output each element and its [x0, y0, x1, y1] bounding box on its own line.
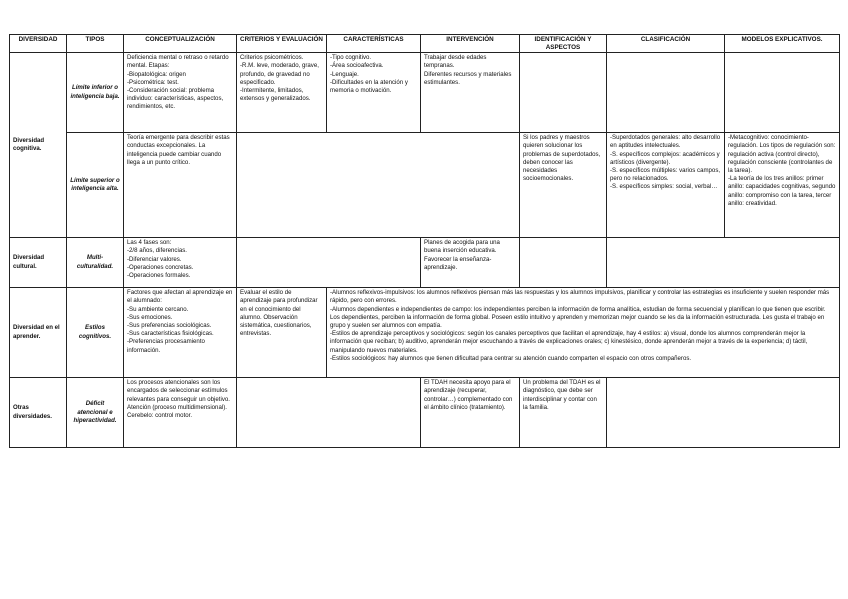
diversity-cultural: Diversidad cultural. — [10, 238, 67, 288]
cell-modelos: -Metacognitivo: conocimiento-regulación. Los tipos de regulación son: regulación activa (control directo), regulación consciente (controlantes de la tarea). -La teoría de los tres anillos: primer anillo: capacidades cognitivas, segundo anillo: compromiso con la tarea, tercer anillo: creatividad. — [725, 133, 840, 238]
header-clasificacion: CLASIFICACIÓN — [607, 35, 725, 53]
cell-empty — [520, 53, 607, 133]
header-conceptualizacion: CONCEPTUALIZACIÓN — [124, 35, 237, 53]
cell-empty — [237, 133, 520, 238]
cell-conceptualizacion: Los procesos atencionales son los encargados de seleccionar estímulos relevantes para conseguir un objetivo. Atención (proceso multidimensional). Cerebelo: control motor. — [124, 378, 237, 448]
header-modelos: MODELOS EXPLICATIVOS. — [725, 35, 840, 53]
header-intervencion: INTERVENCIÓN — [421, 35, 520, 53]
header-tipos: TIPOS — [67, 35, 124, 53]
header-criterios: CRITERIOS Y EVALUACIÓN — [237, 35, 327, 53]
table-row — [10, 53, 840, 133]
table-row — [10, 133, 840, 238]
cell-conceptualizacion: Las 4 fases son: -2/8 años, diferencias. -Diferenciar valores. -Operaciones concretas. -Operaciones formales. — [124, 238, 237, 288]
cell-estilos-aprendizaje: -Alumnos reflexivos-impulsivos: los alumnos reflexivos piensan más las respuestas y los alumnos impulsivos, planificar y controlar las estrategias es insuficiente y suelen responder más rápido, pero con errores. -Alumnos dependientes e independientes de campo: los independientes perciben la información de forma analítica, estudian de forma secuencial y planifican lo que tienen que escribir. Los dependientes, perciben la información de forma global. Poseen estilo intuitivo y aprenden y memorizan mejor cuando se les da la información estructurada. Les gusta el trabajo en grupo y suelen ser alumnos con empatía. -Estilos de aprendizaje perceptivos y sociológicos: según los canales perceptivos que facilitan el aprendizaje, hay 4 estilos: a) visual, donde los alumnos comprenderán mejor la información que reciban; b) auditivo, aprenderán mejor escuchando a través de explicaciones orales; c) kinestésico, donde aprenderán mejor a través de la experiencia; d) táctil, manipulando nuevos materiales. -Estilos sociológicos: hay alumnos que tienen dificultad para centrar su atención cuando comparten el espacio con otros compañeros. — [327, 288, 840, 378]
cell-identificacion: Un problema del TDAH es el diagnóstico, que debe ser interdisciplinar y contar con la familia. — [520, 378, 607, 448]
cell-empty — [237, 378, 421, 448]
cell-empty — [607, 53, 725, 133]
header-diversidad: DIVERSIDAD — [10, 35, 67, 53]
tipo-limite-superior: Límite superior o inteligencia alta. — [67, 133, 124, 238]
cell-intervencion: Planes de acogida para una buena inserción educativa. Favorecer la enseñanza-aprendizaje. — [421, 238, 520, 288]
tipo-limite-inferior: Límite inferior o inteligencia baja. — [67, 53, 124, 133]
table-row — [10, 378, 840, 448]
cell-criterios: Criterios psicométricos. -R.M. leve, moderado, grave, profundo, de gravedad no especificado. -Intermitente, limitados, extensos y generalizados. — [237, 53, 327, 133]
cell-intervencion: Trabajar desde edades tempranas. Diferentes recursos y materiales estimulantes. — [421, 53, 520, 133]
cell-empty — [520, 238, 607, 288]
cell-conceptualizacion: Factores que afectan al aprendizaje en el alumnado: -Su ambiente cercano. -Sus emociones. -Sus preferencias sociológicas. -Sus características fisiológicas. -Preferencias procesamiento información. — [124, 288, 237, 378]
cell-clasificacion: -Superdotados generales: alto desarrollo en aptitudes intelectuales. -S. específicos complejos: académicos y artísticos (divergente). -S. específicos múltiples: varios campos, pero no relacionados. -S. específicos simples: social, verbal… — [607, 133, 725, 238]
tipo-estilos-cognitivos: Estilos cognitivos. — [67, 288, 124, 378]
tipo-multiculturalidad: Multi-culturalidad. — [67, 238, 124, 288]
header-row — [10, 35, 840, 53]
cell-criterios: Evaluar el estilo de aprendizaje para profundizar en el conocimiento del alumno. Observación sistemática, cuestionarios, entrevistas. — [237, 288, 327, 378]
cell-conceptualizacion: Deficiencia mental o retraso o retardo mental. Etapas: -Biopatológica: origen -Psicométrica: test. -Consideración social: problema individuo: características, aspectos, rendimientos, etc. — [124, 53, 237, 133]
table-row — [10, 238, 840, 288]
diversity-otras: Otras diversidades. — [10, 378, 67, 448]
header-identificacion: IDENTIFICACIÓN Y ASPECTOS — [520, 35, 607, 53]
cell-conceptualizacion: Teoría emergente para describir estas conductas excepcionales. La inteligencia puede cambiar cuando llega a un punto crítico. — [124, 133, 237, 238]
tipo-deficit-atencional: Déficit atencional e hiperactividad. — [67, 378, 124, 448]
header-caracteristicas: CARACTERÍSTICAS — [327, 35, 421, 53]
cell-empty — [607, 238, 840, 288]
cell-empty — [237, 238, 421, 288]
cell-caracteristicas: -Tipo cognitivo. -Área socioafectiva. -Lenguaje. -Dificultades en la atención y memoria o motivación. — [327, 53, 421, 133]
cell-empty — [725, 53, 840, 133]
cell-identificacion: Si los padres y maestros quieren solucionar los problemas de superdotados, deben conocer las necesidades socioemocionales. — [520, 133, 607, 238]
diversity-aprender: Diversidad en el aprender. — [10, 288, 67, 378]
cell-intervencion: El TDAH necesita apoyo para el aprendizaje (recuperar, controlar…) complementado con el ámbito clínico (tratamiento). — [421, 378, 520, 448]
cell-empty — [607, 378, 840, 448]
table-row — [10, 288, 840, 378]
diversity-cognitiva: Diversidad cognitiva. — [10, 53, 67, 238]
diversity-table — [9, 34, 840, 448]
